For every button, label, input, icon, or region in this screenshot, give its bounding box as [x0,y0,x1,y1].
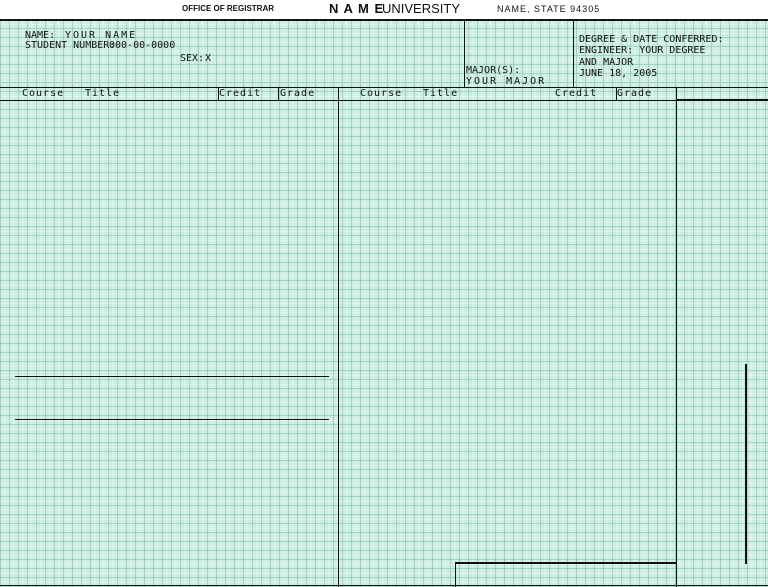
center-column-divider [338,88,339,587]
right-col-course: Course [360,88,403,99]
side-panel-top-rule [676,99,768,101]
right-col-title: Title [423,88,459,99]
right-col-credit: Credit [555,88,598,99]
name-value: YOUR NAME [65,30,138,41]
degree-box-left-rule [573,20,574,87]
bottom-box-left-rule [455,563,456,587]
university-location: NAME, STATE 94305 [497,4,601,14]
left-col-grade: Grade [280,88,316,99]
page-bottom-rule [0,585,768,586]
name-label: NAME: [25,30,56,41]
major-label: MAJOR(S): [466,65,521,76]
student-number-value: 000-00-0000 [109,40,176,51]
left-signature-line-2 [15,419,329,420]
major-box-left-rule [464,20,465,87]
bottom-box-top-rule [455,562,676,564]
left-col-credit: Credit [219,88,262,99]
degree-date: JUNE 18, 2005 [579,68,658,79]
university-name-placeholder: N A M E [329,1,385,16]
left-col-course: Course [22,88,65,99]
left-signature-line-1 [15,376,329,377]
degree-line-3: AND MAJOR [579,57,634,68]
office-of-registrar: OFFICE OF REGISTRAR [182,4,274,13]
side-vertical-bar [745,364,747,564]
left-credit-separator [218,88,219,100]
sex-label: SEX: [180,53,205,64]
major-value: YOUR MAJOR [466,76,547,87]
header-top-rule [0,19,768,21]
left-grade-separator [278,88,279,100]
sex-value: X [205,53,212,64]
side-panel-left-rule [676,100,677,587]
student-number-label: STUDENT NUMBER: [25,40,116,51]
university-word: UNIVERSITY [382,1,461,16]
degree-line-1: DEGREE & DATE CONFERRED: [579,34,724,45]
degree-line-2: ENGINEER: YOUR DEGREE [579,45,706,56]
right-grade-separator [616,88,617,100]
right-col-grade: Grade [617,88,653,99]
left-col-title: Title [85,88,121,99]
